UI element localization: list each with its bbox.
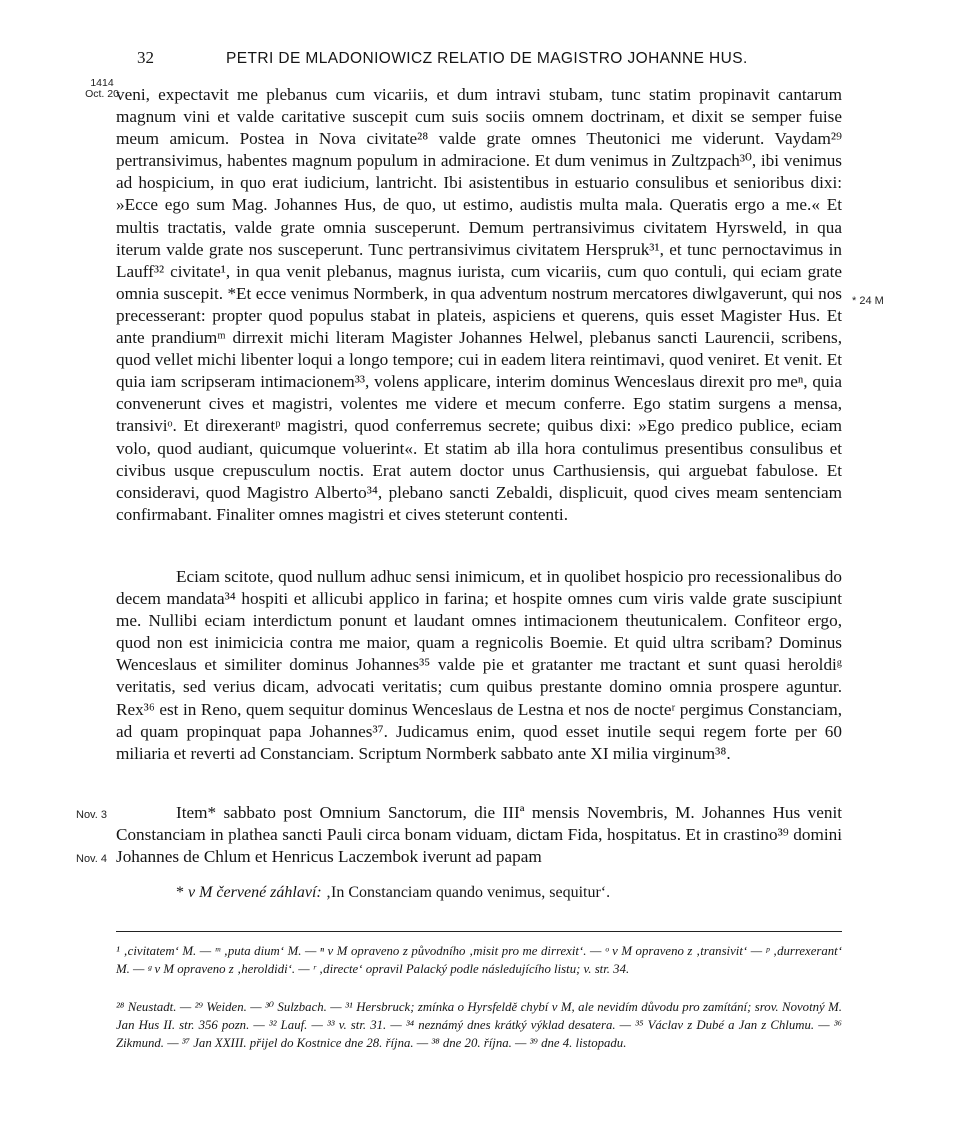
body-paragraph-1 [116,84,842,526]
margin-note-manuscript-page: * 24 M [852,295,884,307]
footnote-divider [116,931,842,932]
commentary-footnotes-text: ²⁸ Neustadt. — ²⁹ Weiden. — ³⁰ Sulzbach. — ³¹ Hersbruck; zmínka o Hyrsfeldě chybí v M, ale nevidím důvodu pro zamítání; srov. Novotný M. Jan Hus II. str. 356 pozn. — ³² Lauf. — ³³ v. str. 31. — ³⁴ neznámý dnes krátký výklad desatera. — ³⁵ Václav z Dubé a Jan z Chlumu. — ³⁶ Zikmund. — ³⁷ Jan XXIII. přijel do Kostnice dne 28. října. — ³⁸ dne 20. října. — ³⁹ dne 4. listopadu. [116,1000,842,1050]
paragraph-text: Eciam scitote, quod nullum adhuc sensi inimicum, et in quolibet hospicio pro recessionalibus do decem mandata³⁴ hospiti et allicubi applico in farina; et hospite omnes cum viris valde grate suscipiunt me. Nullibi eciam interdictum ponunt et laudant omnes intimacionem theutunicalem. Confiteor ergo, quod non est inimicicia contra me maior, quam a regnicolis Boemie. Et quid ultra scribam? Dominus Wenceslaus et similiter dominus Johannes³⁵ valde pie et gratanter me tractant et sunt quasi heroldiᵍ veritatis, sed verius dicam, advocati veritatis; cum quibus prestante domino omnia prospere aguntur. Rex³⁶ est in Reno, quem sequitur dominus Wenceslaus de Lestna et nos de nocteʳ pergimus Constanciam, ad quam propinquat papa Johannes³⁷. Judicamus enim, quod esset inutile sequi regem forte per 60 miliaria et reverti ad Constanciam. Scriptum Normberk sabbato ante XI milia virginum³⁸. [116,567,842,763]
margin-date-nov-3: Nov. 3 [76,809,107,821]
commentary-footnotes [116,998,842,1052]
page-header [0,48,960,72]
critical-footnotes-text: ¹ ‚civitatem‘ M. — ᵐ ‚puta dium‘ M. — ⁿ v M opraveno z původního ‚misit pro me dirrexit‘. — ᵒ v M opraveno z ‚transivit‘ — ᵖ ‚durrexerant‘ M. — ᵍ v M opraveno z ‚heroldidi‘. — ʳ ‚directe‘ opravil Palacký podle následujícího listu; v. str. 34. [116,944,842,976]
page-number: 32 [137,48,154,67]
critical-apparatus [116,942,842,978]
body-paragraph-3 [116,802,842,868]
paragraph-text: veni, expectavit me plebanus cum vicariis, et dum intravi stubam, tunc statim propinavit cantarum magnum vini et valde caritative suscepit cum suis sociis omnem doctrinam, et dixit se semper fuise meum amicum. Postea in Nova civitate²⁸ valde grate omnes Theutonici me viderunt. Vaydam²⁹ pertransivimus, habentes magnum populum in admiracione. Et dum venimus in Zultzpach³⁰, ibi venimus ad hospicium, in quo erat iudicium, lantricht. Ibi asistentibus in estuario consulibus et senioribus dixi: »Ecce ego sum Mag. Johannes Hus, de quo, ut estimo, audistis multa mala. Queratis ergo a me.« Et multis tractatis, valde grate omnia susceperunt. Demum pertransivimus civitatem Hyrsweld, in qua iterum valde grate nos susceperunt. Tunc pertransivimus civitatem Herspruk³¹, et tunc pernoctavimus in Lauff³² civitate¹, in qua venit plebanus, magnus iurista, cum vicariis, cum quo contuli, qui eciam grate omnia suscepit. *Et ecce venimus Normberk, in qua adventum nostrum mercatores diwlgaverunt, qui nos precesserant: propter quod populus stabat in plateis, aspiciens et querens, quis esset Magister Hus. Et ante prandiumᵐ dirrexit michi literam Magister Johannes Helwel, plebanus sancti Laurencii, scribens, quod vellet michi libenter loqui a longo tempore; cui in eadem litera reintimavi, quod veniret. Et venit. Et quia iam scripseram intimacionem³³, volens applicare, interim dominus Wenceslaus direxit pro meⁿ, quia convenerunt cives et magistri, volentes me videre et mecum conferre. Ego statim surgens a mensa, transiviᵒ. Et direxerantᵖ magistri, quod conferremus secrete; quibus dixi: »Ego predico publice, eciam volo, quod audiant, quicumque voluerint«. Et statim ab illa hora contulimus presentibus consulibus et civibus usque crepusculum noctis. Erat autem doctor unus Carthusiensis, qui arguebat fabulose. Et consideravi, quod Magistro Alberto³⁴, plebano sancti Zebaldi, displicuit, quod cives meam sentenciam confirmabant. Finaliter omnes magistri et cives steterunt contenti. [116,85,842,524]
editorial-note [176,884,816,902]
running-title: PETRI DE MLADONIOWICZ RELATIO DE MAGISTRO JOHANNE HUS. [226,50,748,67]
body-paragraph-2 [116,566,842,765]
editorial-note-marker: * [176,884,184,901]
paragraph-text: Item* sabbato post Omnium Sanctorum, die IIIª mensis Novembris, M. Johannes Hus venit Constanciam in plathea sancti Pauli circa bonam viduam, dictam Fida, hospitatus. Et in crastino³⁹ domini Johannes de Chlum et Henricus Laczembok iverunt ad papam [116,803,842,867]
margin-date-1414-oct-20: 1414 Oct. 20 [85,77,119,100]
editorial-note-quote: ‚In Constanciam quando venimus, sequitur‘. [325,884,611,901]
margin-date-nov-4: Nov. 4 [76,853,107,865]
editorial-note-italic: v M červené záhlaví: [188,884,322,901]
